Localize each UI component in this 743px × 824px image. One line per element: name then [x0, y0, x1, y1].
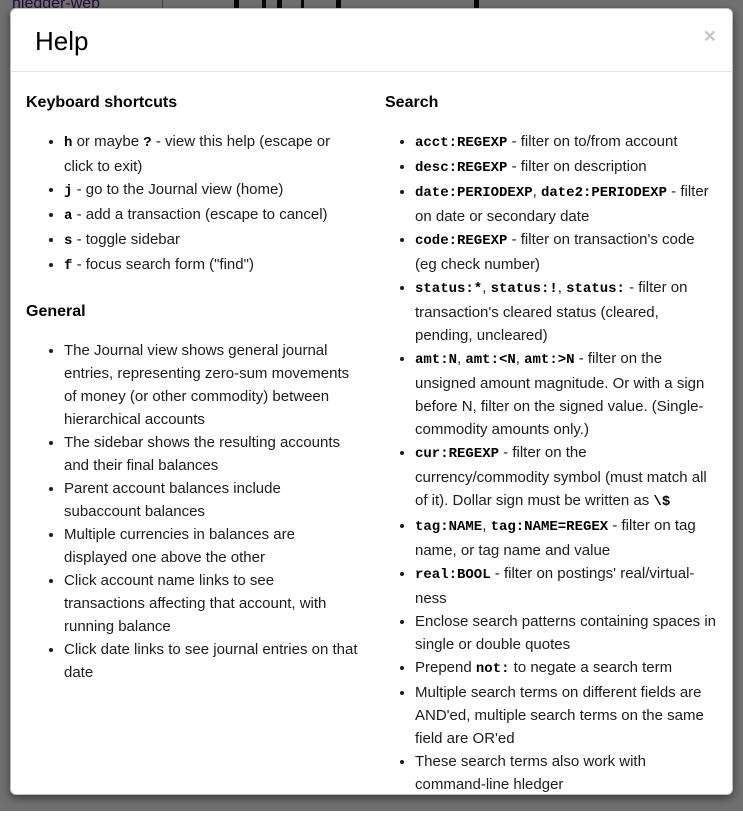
code-term: ?: [143, 135, 152, 151]
item-text: Parent account balances include subaccount balances: [64, 480, 281, 520]
list-item: [64, 203, 359, 228]
code-term: amt:<N: [465, 352, 516, 368]
list-item: [64, 477, 359, 523]
list-item: [415, 228, 717, 276]
list-item: [415, 681, 717, 750]
item-text: Prepend: [415, 659, 476, 676]
item-text: - filter on to/from account: [507, 133, 678, 150]
code-term: f: [64, 258, 73, 274]
list-item: [415, 347, 717, 441]
list-item: [415, 562, 717, 610]
section-title: Search: [385, 94, 439, 111]
item-text: or maybe: [72, 133, 144, 150]
list-item: [415, 130, 717, 155]
item-text: - add a transaction (escape to cancel): [72, 206, 328, 223]
item-text: - filter on postings' real/virtual-ness: [415, 565, 695, 607]
code-term: tag:NAME=REGEX: [490, 519, 609, 535]
list-item: [415, 514, 717, 562]
section-title: Keyboard shortcuts: [26, 94, 178, 111]
item-text: - go to the Journal view (home): [72, 181, 284, 198]
item-text: The Journal view shows general journal entries, representing zero-sum movements of money (or other commodity) between hierarchical accounts: [64, 342, 350, 428]
item-text: Click date links to see journal entries on that date: [64, 641, 358, 681]
item-text: - focus search form ("find"): [72, 256, 254, 273]
code-term: not:: [475, 661, 510, 677]
code-term: tag:NAME: [415, 519, 483, 535]
item-text: ,: [482, 517, 491, 534]
help-section-general: [26, 302, 359, 684]
close-icon[interactable]: ×: [703, 25, 716, 48]
list-item: [415, 441, 717, 514]
code-term: amt:N: [415, 352, 458, 368]
modal-body: [11, 72, 732, 824]
section-list: [385, 130, 717, 796]
item-text: - filter on transaction's code (eg check number): [415, 231, 695, 273]
list-item: [415, 750, 717, 796]
item-text: - view this help (escape or click to exit): [64, 133, 331, 175]
section-list: [26, 130, 359, 278]
modal-header: [11, 9, 732, 72]
list-item: [415, 656, 717, 681]
item-text: - filter on tag name, or tag name and value: [415, 517, 696, 559]
item-text: Click account name links to see transactions affecting that account, with running balance: [64, 572, 327, 635]
item-text: ,: [515, 350, 525, 367]
list-item: [64, 339, 359, 431]
help-section-search: [385, 93, 717, 796]
section-list: [26, 339, 359, 684]
item-text: - filter on description: [507, 158, 647, 175]
modal-title: Help: [35, 26, 89, 56]
item-text: - filter on the unsigned amount magnitude. Or with a sign before N, filter on the signed value. (Single-commodity amounts only.): [415, 350, 705, 438]
list-item: [415, 155, 717, 180]
code-term: status:!: [490, 281, 558, 297]
list-item: [64, 431, 359, 477]
code-term: desc:REGEXP: [415, 160, 508, 176]
code-term: acct:REGEXP: [415, 135, 508, 151]
item-text: Multiple currencies in balances are displayed one above the other: [64, 526, 295, 566]
list-item: [64, 523, 359, 569]
list-item: [64, 130, 359, 178]
code-term: s: [64, 233, 73, 249]
code-term: date:PERIODEXP: [415, 185, 533, 201]
item-text: to negate a search term: [509, 659, 673, 676]
list-item: [64, 638, 359, 684]
item-text: - toggle sidebar: [72, 231, 180, 248]
code-term: amt:>N: [524, 352, 575, 368]
code-term: status:*: [415, 281, 483, 297]
item-text: - filter on the currency/commodity symbol (must match all of it). Dollar sign must be written as: [415, 444, 707, 509]
list-item: [64, 228, 359, 253]
list-item: [415, 276, 717, 347]
section-title: General: [26, 303, 86, 320]
item-text: The sidebar shows the resulting accounts and their final balances: [64, 434, 340, 474]
help-column-right: [385, 93, 717, 796]
code-term: status:: [566, 281, 625, 297]
code-term: \$: [653, 494, 671, 510]
code-term: cur:REGEXP: [415, 446, 500, 462]
list-item: [415, 180, 717, 228]
item-text: ,: [557, 279, 567, 296]
item-text: Enclose search patterns containing spaces in single or double quotes: [415, 613, 717, 653]
item-text: - filter on transaction's cleared status (cleared, pending, uncleared): [415, 279, 688, 344]
code-term: a: [64, 208, 73, 224]
help-modal: [10, 8, 733, 795]
item-text: ,: [457, 350, 466, 367]
item-text: These search terms also work with command-line hledger: [415, 753, 646, 793]
list-item: [64, 178, 359, 203]
code-term: real:BOOL: [415, 567, 491, 583]
list-item: [415, 610, 717, 656]
list-item: [64, 569, 359, 638]
item-text: ,: [482, 279, 491, 296]
code-term: code:REGEXP: [415, 233, 508, 249]
item-text: ,: [532, 183, 541, 200]
item-text: - filter on date or secondary date: [415, 183, 709, 225]
code-term: date2:PERIODEXP: [540, 185, 667, 201]
help-section-keyboard-shortcuts: [26, 93, 359, 278]
item-text: Multiple search terms on different fields are AND'ed, multiple search terms on the same field are OR'ed: [415, 684, 704, 747]
list-item: [64, 253, 359, 278]
code-term: j: [64, 183, 73, 199]
code-term: h: [64, 135, 73, 151]
help-column-left: [26, 93, 385, 796]
